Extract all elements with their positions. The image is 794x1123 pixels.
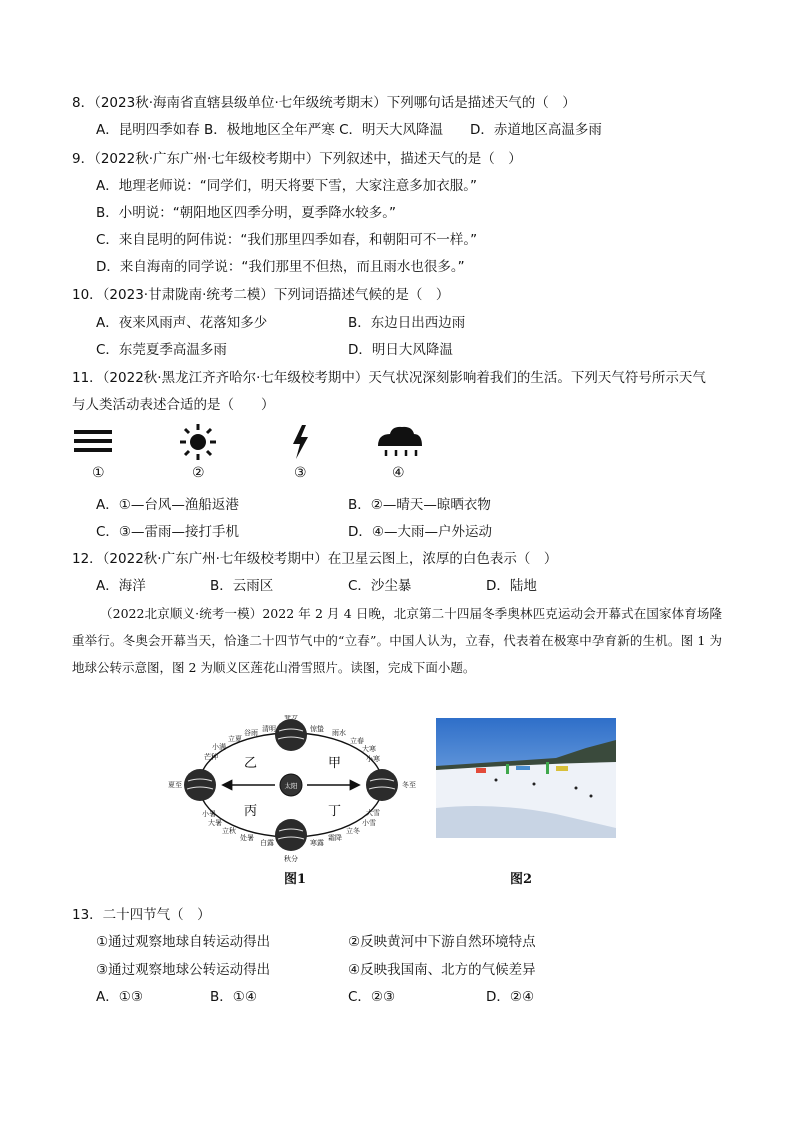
q13-option-c: C．②③	[348, 989, 396, 1005]
term-dashu: 大暑	[208, 819, 222, 827]
term-lidong: 立冬	[346, 827, 360, 835]
term-lixia: 立夏	[228, 735, 242, 743]
figure2-caption: 图2	[510, 872, 533, 887]
term-xiaoman: 小满	[212, 743, 226, 751]
lightning-icon	[286, 424, 336, 460]
q13-statement-4: ④反映我国南、北方的气候差异	[348, 962, 536, 978]
q9-option-b: B．小明说：“朝阳地区四季分明，夏季降水较多。”	[96, 205, 396, 221]
fog-icon	[72, 424, 122, 460]
q12-option-c: C．沙尘暴	[348, 578, 412, 594]
q9-stem: 9．（2022秋·广东广州·七年级校考期中）下列叙述中，描述天气的是（ ）	[72, 151, 522, 167]
figure2-ski-photo	[436, 718, 616, 838]
term-yushui: 雨水	[332, 729, 346, 737]
term-jingzhe: 惊蛰	[310, 725, 324, 733]
q13-statement-2: ②反映黄河中下游自然环境特点	[348, 934, 536, 950]
q10-option-d: D．明日大风降温	[348, 342, 453, 358]
q11-stem-line2: 与人类活动表述合适的是（ ）	[72, 397, 275, 413]
figure1-caption: 图1	[284, 872, 307, 887]
q9-option-d: D．来自海南的同学说：“我们那里不但热，而且雨水也很多。”	[96, 259, 465, 275]
quadrant-ding: 丁	[328, 804, 342, 819]
reading-passage: （2022北京顺义·统考一模）2022 年 2 月 4 日晚，北京第二十四届冬季奥林匹克运动会开幕式在国家体育场隆重举行。冬奥会开幕当天，恰逢二十四节气中的“立春”。中国人认为，立春，代表着在极寒中孕育新的生机。图 1 为地球公转示意图，图 2 为顺义区莲花山滑雪照片。读图，完成下面小题。	[72, 606, 722, 675]
q9-option-a: A．地理老师说：“同学们，明天将要下雪，大家注意多加衣服。”	[96, 178, 477, 194]
term-liqiu: 立秋	[222, 827, 236, 835]
q10-option-a: A．夜来风雨声、花落知多少	[96, 315, 268, 331]
symbol-label-3: ③	[294, 465, 307, 481]
q13-option-b: B．①④	[210, 989, 257, 1005]
q10-option-c: C．东莞夏季高温多雨	[96, 342, 227, 358]
term-mangzhong: 芒种	[204, 753, 218, 761]
q11-option-b: B．②—晴天—晾晒衣物	[348, 497, 491, 513]
term-hanlu: 寒露	[310, 839, 324, 847]
earth-winter	[366, 769, 398, 801]
term-xiaoshu: 小暑	[202, 810, 216, 818]
term-dahan: 大寒	[362, 745, 376, 753]
heavy-rain-icon	[376, 424, 426, 460]
q12-option-d: D．陆地	[486, 578, 537, 594]
q10-stem: 10．（2023·甘肃陇南·统考二模）下列词语描述气候的是（ ）	[72, 287, 450, 303]
figure1-revolution-diagram	[166, 715, 416, 865]
q11-option-c: C．③—雷雨—接打手机	[96, 524, 240, 540]
earth-autumn	[275, 819, 307, 851]
term-shuangjiang: 霜降	[328, 834, 342, 842]
earth-spring	[275, 719, 307, 751]
term-dongzhi: 冬至	[402, 781, 416, 789]
term-daxue: 大雪	[366, 809, 380, 817]
symbol-label-2: ②	[192, 465, 205, 481]
term-chunfen: 春分	[284, 715, 298, 720]
q13-stem: 13．二十四节气（ ）	[72, 907, 211, 923]
q11-option-d: D．④—大雨—户外运动	[348, 524, 492, 540]
symbol-label-4: ④	[392, 465, 405, 481]
term-chushu: 处暑	[240, 834, 254, 842]
q9-option-c: C．来自昆明的阿伟说：“我们那里四季如春，和朝阳可不一样。”	[96, 232, 478, 248]
q12-option-a: A．海洋	[96, 578, 146, 594]
quadrant-yi: 乙	[244, 756, 258, 771]
q13-option-d: D．②④	[486, 989, 535, 1005]
q11-option-a: A．①—台风—渔船返港	[96, 497, 239, 513]
q10-option-b: B．东边日出西边雨	[348, 315, 466, 331]
q12-stem: 12．（2022秋·广东广州·七年级校考期中）在卫星云图上，浓厚的白色表示（ ）	[72, 551, 558, 567]
q8-options: A．昆明四季如春 B．极地地区全年严寒 C．明天大风降温 D．赤道地区高温多雨	[96, 122, 602, 138]
sun-label: 太阳	[284, 782, 298, 790]
term-xiaoxue: 小雪	[362, 819, 376, 827]
q13-option-a: A．①③	[96, 989, 143, 1005]
q13-statement-3: ③通过观察地球公转运动得出	[96, 962, 271, 978]
quadrant-bing: 丙	[244, 804, 258, 819]
term-xiaohan: 小寒	[366, 755, 380, 763]
term-xiazhi: 夏至	[168, 781, 182, 789]
quadrant-jia: 甲	[328, 756, 342, 771]
q8-stem: 8．（2023秋·海南省直辖县级单位·七年级统考期末）下列哪句话是描述天气的（ ）	[72, 95, 576, 111]
q11-stem-line1: 11．（2022秋·黑龙江齐齐哈尔·七年级校考期中）天气状况深刻影响着我们的生活。下列天气符号所示天气	[72, 370, 706, 386]
term-bailu: 白露	[260, 839, 274, 847]
q12-option-b: B．云雨区	[210, 578, 274, 594]
sun-icon	[175, 424, 225, 460]
earth-summer	[184, 769, 216, 801]
q13-statement-1: ①通过观察地球自转运动得出	[96, 934, 271, 950]
term-lichun: 立春	[350, 737, 364, 745]
term-guyu: 谷雨	[244, 729, 258, 737]
term-qiufen: 秋分	[284, 855, 298, 863]
term-qingming: 清明	[262, 725, 276, 733]
symbol-label-1: ①	[92, 465, 105, 481]
